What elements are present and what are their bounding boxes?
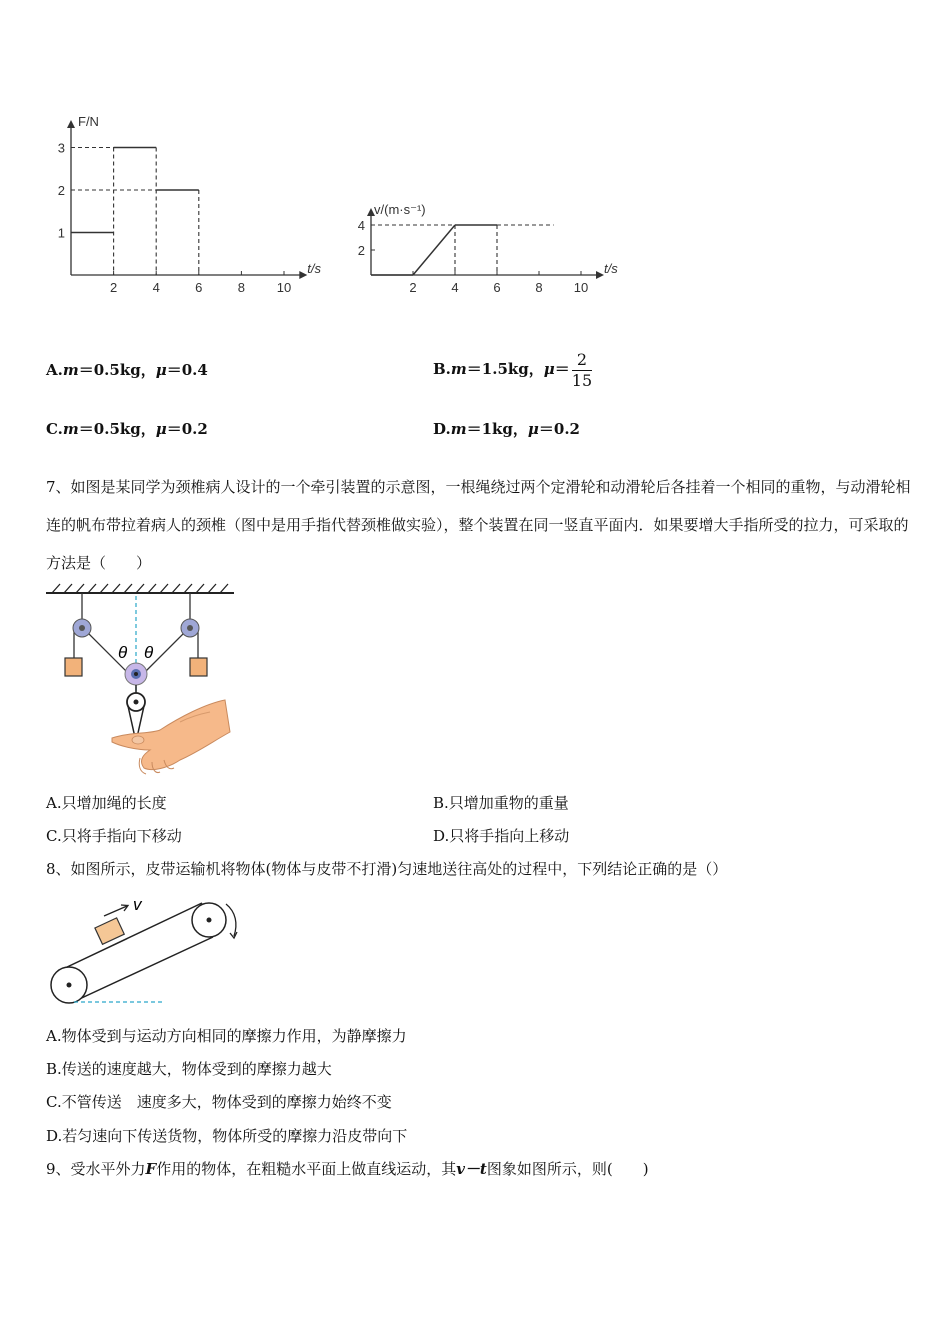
velocity-time-chart xyxy=(340,110,640,310)
y-axis-label: v/(m·s⁻¹) xyxy=(374,202,426,217)
q9-stem xyxy=(46,1159,649,1179)
weight-right xyxy=(190,658,207,676)
y-tick-label: 4 xyxy=(357,218,365,233)
option-label: A. xyxy=(46,361,63,379)
x-tick-label: 4 xyxy=(152,280,160,295)
q8-option-a: A.物体受到与运动方向相同的摩擦力作用，为静摩擦力 xyxy=(46,1027,407,1045)
force-time-plot xyxy=(58,114,322,295)
fraction-numerator: 2 xyxy=(572,350,592,371)
force-symbol: F xyxy=(145,1160,157,1178)
mass-symbol: m xyxy=(62,361,79,379)
mass-symbol: m xyxy=(450,360,467,378)
fraction-denominator: 15 xyxy=(571,370,593,390)
x-tick-label: 8 xyxy=(237,280,246,295)
velocity-arrow-icon xyxy=(104,906,127,916)
mass-value: ＝0.5kg， xyxy=(78,420,156,438)
theta-left: θ xyxy=(118,643,128,662)
q7-option-c: C.只将手指向下移动 xyxy=(46,827,182,845)
mu-value: ＝0.2 xyxy=(538,420,580,438)
mu-value: ＝0.2 xyxy=(166,420,208,438)
cargo-box xyxy=(95,918,124,944)
q8-stem: 8、如图所示，皮带运输机将物体(物体与皮带不打滑)匀速地送往高处的过程中，下列结论正确的是（） xyxy=(46,860,728,878)
q8-option-b: B.传送的速度越大，物体受到的摩擦力越大 xyxy=(46,1060,332,1078)
x-axis-label: t/s xyxy=(307,261,322,276)
x-tick-label: 4 xyxy=(451,280,459,295)
y-axis-arrow-icon xyxy=(67,120,75,128)
mass-value: ＝0.5kg， xyxy=(78,361,156,379)
mu-symbol: μ xyxy=(155,361,167,379)
x-axis-arrow-icon xyxy=(596,271,604,279)
y-tick-label: 1 xyxy=(57,225,65,241)
vt-symbol: v－t xyxy=(456,1160,487,1178)
y-axis-label: F/N xyxy=(78,114,99,129)
x-tick-label: 6 xyxy=(195,280,203,295)
q9-text-2: 作用的物体，在粗糙水平面上做直线运动，其 xyxy=(156,1160,457,1178)
rotation-arrow-icon xyxy=(226,904,236,936)
q6-option-c xyxy=(46,419,208,439)
q9-text-1: 9、受水平外力 xyxy=(46,1160,146,1178)
x-tick-label: 8 xyxy=(535,280,543,295)
option-label: D. xyxy=(433,420,451,438)
q7-option-d: D.只将手指向上移动 xyxy=(433,827,570,845)
weight-left xyxy=(65,658,82,676)
movable-pulley xyxy=(125,663,147,685)
y-tick-label: 2 xyxy=(357,243,365,258)
fixed-pulley-right xyxy=(181,619,199,637)
x-axis-label: t/s xyxy=(604,261,618,276)
velocity-label: v xyxy=(133,895,142,914)
mu-fraction xyxy=(572,350,592,391)
mu-value: ＝0.4 xyxy=(166,361,208,379)
q8-option-d: D.若匀速向下传送货物，物体所受的摩擦力沿皮带向下 xyxy=(46,1127,408,1145)
mass-value: ＝1.5kg， xyxy=(466,360,544,378)
theta-right: θ xyxy=(144,643,154,662)
velocity-time-plot xyxy=(358,202,618,295)
x-axis-arrow-icon xyxy=(299,271,307,279)
q6-option-a xyxy=(46,360,208,380)
traction-device-figure xyxy=(40,582,240,778)
q9-text-3: 图象如图所示，则( ) xyxy=(486,1160,649,1178)
q7-option-b: B.只增加重物的重量 xyxy=(433,794,569,812)
mass-symbol: m xyxy=(450,420,467,438)
mass-value: ＝1kg， xyxy=(466,420,528,438)
q6-option-b xyxy=(433,334,592,404)
q7-stem: 7、如图是某同学为颈椎病人设计的一个牵引装置的示意图，一根绳绕过两个定滑轮和动滑轮后各挂着一个相同的重物，与动滑轮相连的帆布带拉着病人的颈椎（图中是用手指代替颈椎做实验），整个装置在同一竖直平面内．如果要增大手指所受的拉力，可采取的方法是（ ） xyxy=(46,478,911,572)
q8-option-c: C.不管传送 速度多大，物体受到的摩擦力始终不变 xyxy=(46,1093,392,1111)
option-label: C. xyxy=(46,420,63,438)
ceiling-hatching xyxy=(52,584,228,593)
mu-symbol: μ xyxy=(543,360,555,378)
x-tick-label: 6 xyxy=(493,280,501,295)
mu-symbol: μ xyxy=(527,420,539,438)
x-tick-label: 10 xyxy=(276,280,292,295)
mu-equals: ＝ xyxy=(554,360,570,378)
force-time-chart xyxy=(40,110,340,310)
y-tick-label: 2 xyxy=(57,183,65,198)
q7-option-a: A.只增加绳的长度 xyxy=(46,794,167,812)
x-tick-label: 10 xyxy=(573,280,589,295)
option-label: B. xyxy=(433,360,451,378)
conveyor-belt-figure xyxy=(44,892,254,1008)
velocity-segment xyxy=(413,225,455,275)
q6-option-d xyxy=(433,419,580,439)
x-tick-label: 2 xyxy=(109,280,118,295)
fixed-pulley-left xyxy=(73,619,91,637)
mu-symbol: μ xyxy=(155,420,167,438)
mass-symbol: m xyxy=(62,420,79,438)
x-tick-label: 2 xyxy=(409,280,417,295)
y-tick-label: 3 xyxy=(57,140,65,156)
